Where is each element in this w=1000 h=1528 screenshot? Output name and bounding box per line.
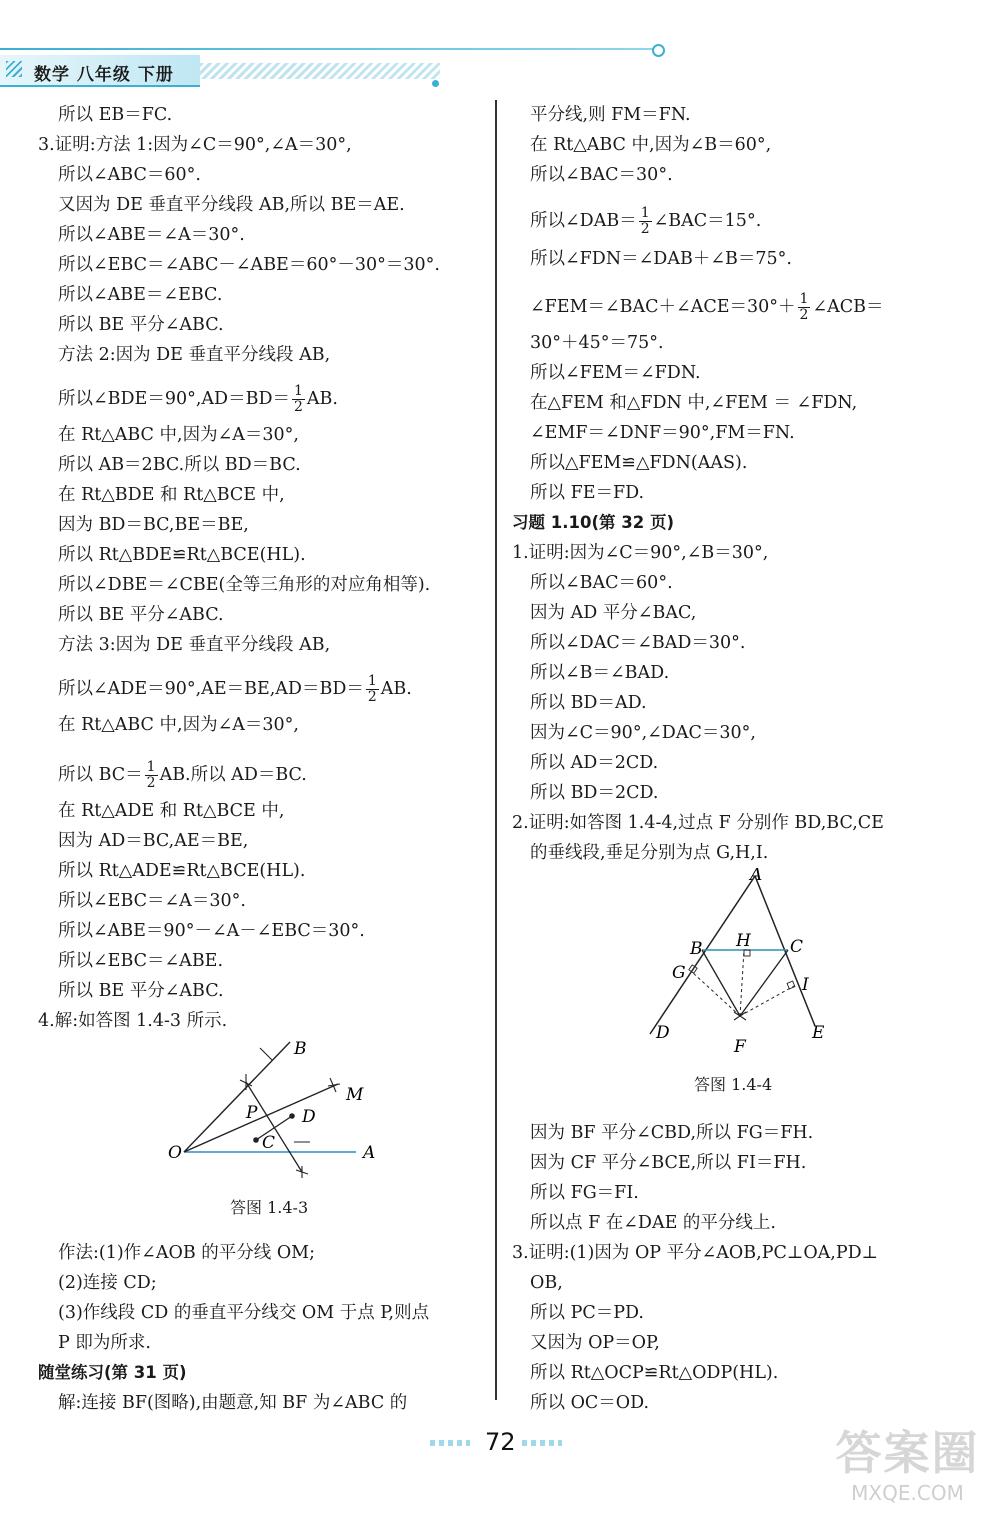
line-text: 所以 FE＝FD. [530,483,645,503]
left-text-line [58,164,201,186]
line-text: 又因为 DE 垂直平分线段 AB,所以 BE＝AE. [58,195,405,215]
header-rule [0,48,655,50]
header-stripes [200,63,440,79]
fig1-label-D: D [302,1107,316,1127]
right-text-line [512,812,884,834]
line-text: 3.证明:(1)因为 OP 平分∠AOB,PC⊥OA,PD⊥ [512,1243,879,1263]
line-text: 在△FEM 和△FDN 中,∠FEM ＝ ∠FDN, [530,393,858,413]
fig1-label-A: A [363,1143,376,1163]
left-text-line [58,714,299,736]
line-text: 所以 FG＝FI. [530,1183,639,1203]
right-text-line [530,602,696,624]
left-text-line [58,1302,429,1324]
header-dot [432,80,439,87]
page-number-decoration-right [522,1440,562,1446]
line-text: 所以点 F 在∠DAE 的平分线上. [530,1213,776,1233]
left-text-line [58,890,246,912]
line-text: 30°＋45°＝75°. [530,333,664,353]
left-text-line [58,1392,407,1414]
figure-1-4-3-caption: 答图 1.4-3 [230,1198,309,1217]
fraction [145,760,158,791]
line-text: 在 Rt△ADE 和 Rt△BCE 中, [58,801,285,821]
line-text: 所以∠BDE＝90°,AD＝BD＝ [58,389,290,409]
line-text: 在 Rt△BDE 和 Rt△BCE 中, [58,485,285,505]
fraction-denominator: 2 [293,399,303,415]
line-text: 所以 Rt△BDE≌Rt△BCE(HL). [58,545,306,565]
left-text-line [58,254,440,276]
fig1-label-M: M [346,1085,364,1105]
right-text-line [530,722,756,744]
fraction-numerator: 1 [146,759,156,775]
left-text-line [38,1010,227,1032]
right-text-line [512,512,674,534]
fraction-denominator: 2 [799,307,809,323]
left-text-line [38,1362,187,1384]
right-text-line [530,134,771,156]
watermark [825,1425,990,1520]
line-text: 又因为 OP＝OP, [530,1333,660,1353]
line-text: 4.解:如答图 1.4-3 所示. [38,1011,228,1031]
line-text: 所以∠ABE＝∠A＝30°. [58,225,245,245]
right-text-line [512,1242,878,1264]
left-text-line [58,1242,315,1264]
right-text-line [530,1152,806,1174]
line-text: (3)作线段 CD 的垂直平分线交 OM 于点 P,则点 [58,1303,430,1323]
left-text-line [58,920,365,942]
line-text: 在 Rt△ABC 中,因为∠A＝30°, [58,715,299,735]
line-text: 所以∠FDN＝∠DAB＋∠B＝75°. [530,249,792,269]
right-text-line [530,1182,639,1204]
left-text-line [58,760,307,791]
line-text: 所以 PC＝PD. [530,1303,644,1323]
right-text-line [530,452,747,474]
line-text: 所以 AD＝2CD. [530,753,659,773]
fraction-denominator: 2 [146,775,156,791]
line-text: 因为 BD＝BC,BE＝BE, [58,515,249,535]
right-text-line [530,752,658,774]
left-text-line [58,674,412,705]
left-text-line [58,980,224,1002]
fraction [798,292,811,323]
left-text-line [58,284,222,306]
left-text-line [58,514,249,536]
left-text-line [58,224,245,246]
right-text-line [530,692,647,714]
fig2-label-H: H [736,931,751,951]
line-text: 所以∠BAC＝60°. [530,573,673,593]
line-text: 所以∠EBC＝∠ABC－∠ABE＝60°－30°＝30°. [58,255,440,275]
left-text-line [58,484,285,506]
left-text-line [58,1272,157,1294]
right-text-line [530,572,673,594]
right-text-line [530,1272,563,1294]
right-text-line [530,1362,778,1384]
fig2-label-C: C [790,937,804,957]
right-text-line [530,842,768,864]
right-text-line [530,632,746,654]
fig1-label-B: B [294,1039,307,1059]
figure-1-4-4 [640,868,840,1058]
line-text: ∠FEM＝∠BAC＋∠ACE＝30°＋ [530,297,796,317]
line-text: 所以 BE 平分∠ABC. [58,315,224,335]
line-text: 在 Rt△ABC 中,因为∠B＝60°, [530,135,772,155]
right-text-line [530,392,857,414]
right-text-line [530,292,884,323]
line-text: 所以∠BAC＝30°. [530,165,673,185]
page-header-title: 数学 八年级 下册 [34,65,174,85]
line-text: 所以∠DAB＝ [530,211,637,231]
left-text-line [58,544,306,566]
header-rule-end-dot [652,44,665,57]
fraction-numerator: 1 [640,205,650,221]
left-text-line [58,860,305,882]
fig2-label-E: E [812,1023,825,1043]
line-text: 的垂线段,垂足分别为点 G,H,I. [530,843,769,863]
left-text-line [58,194,405,216]
line-text: 因为 BF 平分∠CBD,所以 FG＝FH. [530,1123,814,1143]
fraction [639,206,652,237]
page-number: 72 [485,1428,516,1456]
line-text: 所以 Rt△ADE≌Rt△BCE(HL). [58,861,306,881]
left-text-line [58,104,172,126]
line-text: 随堂练习(第 31 页) [38,1363,187,1382]
figure-1-4-4-caption: 答图 1.4-4 [694,1075,773,1094]
line-text: 所以 Rt△OCP≌Rt△ODP(HL). [530,1363,779,1383]
line-text-after: ∠ACB＝ [812,297,884,317]
right-text-line [530,206,761,237]
line-text: 所以△FEM≌△FDN(AAS). [530,453,748,473]
watermark-url: MXQE.COM [851,1481,964,1505]
fraction-numerator: 1 [293,383,303,399]
line-text: 习题 1.10(第 32 页) [512,513,674,532]
right-text-line [530,662,669,684]
fig2-label-G: G [672,963,686,983]
line-text: 所以 BD＝2CD. [530,783,659,803]
line-text: 所以 EB＝FC. [58,105,173,125]
right-text-line [530,1332,660,1354]
right-text-line [530,248,792,270]
line-text: (2)连接 CD; [58,1273,157,1293]
left-text-line [58,314,224,336]
line-text: 所以∠ABE＝∠EBC. [58,285,223,305]
watermark-logo: 答案圈 [835,1426,980,1480]
line-text: 平分线,则 FM＝FN. [530,105,691,125]
fig1-label-O: O [168,1143,182,1163]
line-text: 所以 BD＝AD. [530,693,647,713]
line-text: 所以 BE 平分∠ABC. [58,981,224,1001]
line-text: 所以∠EBC＝∠A＝30°. [58,891,246,911]
right-text-line [512,542,768,564]
line-text: 所以 BC＝ [58,765,143,785]
line-text: 所以∠EBC＝∠ABE. [58,951,224,971]
line-text: 所以∠ADE＝90°,AE＝BE,AD＝BD＝ [58,679,364,699]
line-text: 2.证明:如答图 1.4-4,过点 F 分别作 BD,BC,CE [512,813,884,833]
page-number-decoration-left [430,1440,470,1446]
line-text: 所以 OC＝OD. [530,1393,650,1413]
fraction-denominator: 2 [640,221,650,237]
right-text-line [530,332,664,354]
fig2-label-D: D [656,1023,670,1043]
line-text: OB, [530,1273,563,1293]
line-text: 因为∠C＝90°,∠DAC＝30°, [530,723,756,743]
left-text-line [58,634,330,656]
column-divider [495,100,497,1400]
right-text-line [530,1392,649,1414]
line-text: 在 Rt△ABC 中,因为∠A＝30°, [58,425,299,445]
line-text: 所以∠FEM＝∠FDN. [530,363,701,383]
left-text-line [58,830,248,852]
line-text: 因为 AD 平分∠BAC, [530,603,697,623]
left-text-line [58,454,301,476]
left-text-line [58,574,430,596]
right-text-line [530,1302,644,1324]
right-text-line [530,1122,813,1144]
fig2-label-A: A [750,868,763,885]
line-text: 解:连接 BF(图略),由题意,知 BF 为∠ABC 的 [58,1393,408,1413]
fig2-label-F: F [734,1037,746,1057]
line-text: 所以 AB＝2BC.所以 BD＝BC. [58,455,301,475]
right-text-line [530,482,644,504]
line-text: 3.证明:方法 1:因为∠C＝90°,∠A＝30°, [38,135,352,155]
fraction-numerator: 1 [367,673,377,689]
line-text: 所以∠DBE＝∠CBE(全等三角形的对应角相等). [58,575,431,595]
left-text-line [58,800,284,822]
line-text: 所以 BE 平分∠ABC. [58,605,224,625]
line-text: ∠EMF＝∠DNF＝90°,FM＝FN. [530,423,795,443]
line-text-after: AB.所以 AD＝BC. [159,765,307,785]
line-text: 所以∠B＝∠BAD. [530,663,670,683]
line-text: 因为 AD＝BC,AE＝BE, [58,831,249,851]
fig2-label-B: B [690,939,703,959]
line-text-after: AB. [380,679,412,699]
right-text-line [530,422,795,444]
right-text-line [530,164,673,186]
figure-1-4-3 [160,1030,390,1180]
fig1-label-C: C [262,1133,276,1153]
fraction-numerator: 1 [799,291,809,307]
fig1-label-P: P [246,1103,258,1123]
line-text: 方法 2:因为 DE 垂直平分线段 AB, [58,345,331,365]
line-text: 方法 3:因为 DE 垂直平分线段 AB, [58,635,331,655]
line-text: 所以∠ABE＝90°－∠A－∠EBC＝30°. [58,921,365,941]
line-text-after: AB. [306,389,338,409]
left-text-line [58,604,224,626]
right-text-line [530,362,701,384]
left-text-line [58,344,330,366]
fraction [292,384,305,415]
left-text-line [58,384,338,415]
fraction-denominator: 2 [367,689,377,705]
right-text-line [530,782,658,804]
fraction [366,674,379,705]
line-text: 所以∠DAC＝∠BAD＝30°. [530,633,746,653]
line-text: P 即为所求. [58,1333,151,1353]
right-text-line [530,1212,776,1234]
line-text-after: ∠BAC＝15°. [653,211,762,231]
line-text: 作法:(1)作∠AOB 的平分线 OM; [58,1243,315,1263]
line-text: 1.证明:因为∠C＝90°,∠B＝30°, [512,543,769,563]
left-text-line [58,424,299,446]
left-text-line [38,134,352,156]
line-text: 所以∠ABC＝60°. [58,165,201,185]
right-text-line [530,104,691,126]
left-text-line [58,950,223,972]
fig2-label-I: I [802,975,809,995]
line-text: 因为 CF 平分∠BCE,所以 FI＝FH. [530,1153,807,1173]
left-text-line [58,1332,151,1354]
